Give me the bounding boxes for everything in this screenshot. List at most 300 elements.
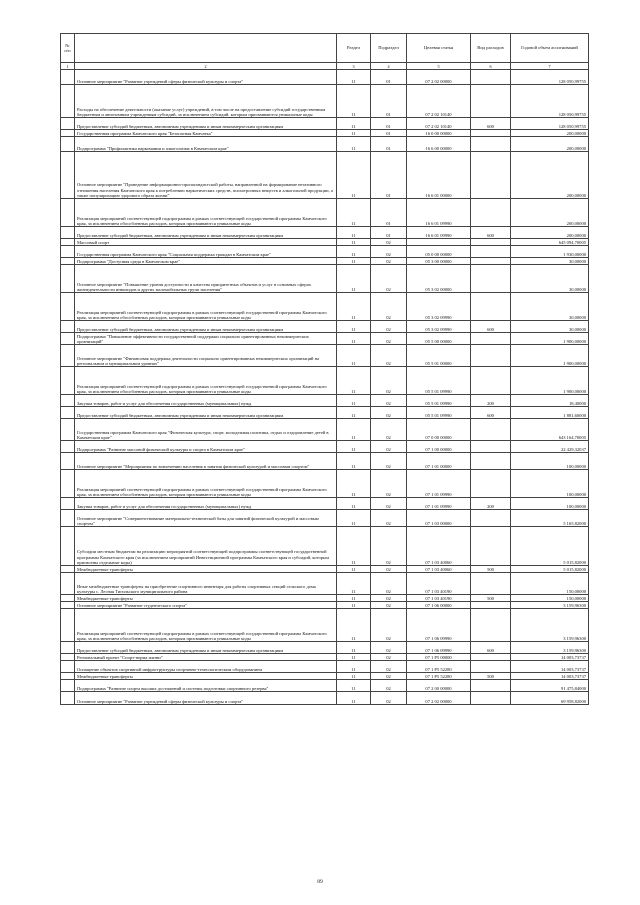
row-number-cell [61,441,75,453]
row-name-cell: Основное мероприятие "Совершенствование материально-технической базы для занятий физической культурой и массовым спортом" [75,510,337,527]
header-number: № п/п [61,34,75,63]
row-section-cell: 11 [337,595,371,602]
row-amount-cell: 14 003,73737 [511,673,589,680]
row-expense-type-cell [471,654,511,661]
row-target-article-cell: 16 6 01 09990 [407,227,471,239]
row-section-cell: 11 [337,566,371,573]
row-subsection-cell: 02 [371,609,407,642]
table-row [61,673,589,680]
row-name-cell: Реализация мероприятий соответствующей подпрограммы в рамках соответствующей государственной программы Камчатского края, за исключением обособленных расходов, которым присваиваются уникальные коды [75,609,337,642]
row-name-cell: Расходы на обеспечение деятельности (оказание услуг) учреждений, в том числе на предоставление субсидий государственным бюджетным и автономным учреждениям субсидий, за исключением субсидий, которым присваиваются уникальные коды [75,85,337,118]
table-row [61,527,589,566]
table-row [61,137,589,152]
row-subsection-cell: 02 [371,566,407,573]
row-number-cell [61,345,75,367]
row-expense-type-cell [471,258,511,265]
row-amount-cell: 1 881,60000 [511,407,589,419]
row-number-cell [61,602,75,609]
row-expense-type-cell: 200 [471,498,511,510]
row-target-article-cell: 07 1 P5 52280 [407,673,471,680]
row-number-cell [61,118,75,130]
table-row [61,395,589,407]
row-expense-type-cell [471,199,511,227]
row-section-cell: 11 [337,367,371,395]
row-section-cell: 11 [337,130,371,137]
row-expense-type-cell [471,510,511,527]
row-target-article-cell: 07 1 P5 52280 [407,661,471,673]
table-row [61,152,589,199]
row-amount-cell: 128 050,99755 [511,118,589,130]
row-subsection-cell: 02 [371,246,407,258]
row-expense-type-cell: 500 [471,566,511,573]
row-target-article-cell: 07 1 03 00000 [407,510,471,527]
row-subsection-cell: 02 [371,407,407,419]
row-expense-type-cell: 200 [471,395,511,407]
column-number-row [61,63,589,70]
row-target-article-cell: 05 3 02 09990 [407,321,471,333]
row-name-cell: Субсидии местным бюджетам на реализацию мероприятий соответствующей подпрограммы соответствующей государственной программы Камчатского края (за исключением мероприятий Инвестиционной программы Камчатского края и субсидий, которым присвоены отдельные коды) [75,527,337,566]
row-subsection-cell: 02 [371,498,407,510]
row-expense-type-cell: 600 [471,321,511,333]
table-row [61,118,589,130]
row-number-cell [61,239,75,246]
row-name-cell: Межбюджетные трансферты [75,595,337,602]
row-section-cell: 11 [337,673,371,680]
table-row [61,293,589,321]
row-amount-cell: 30,00000 [511,321,589,333]
table-row [61,367,589,395]
row-number-cell [61,246,75,258]
row-name-cell: Иные межбюджетные трансферты на приобретение спортивного инвентаря для работы спортивных секций сельского дома культуры с. Лесная Тигильского муниципального района [75,573,337,595]
row-number-cell [61,333,75,345]
table-row [61,265,589,293]
row-number-cell [61,321,75,333]
row-subsection-cell: 01 [371,227,407,239]
row-target-article-cell: 05 3 02 00000 [407,265,471,293]
table-row [61,510,589,527]
row-expense-type-cell [471,680,511,692]
row-name-cell: Предоставление субсидий бюджетным, автономным учреждениям и иным некоммерческим организациям [75,321,337,333]
row-target-article-cell: 05 5 01 00000 [407,345,471,367]
row-name-cell: Межбюджетные трансферты [75,673,337,680]
row-section-cell: 11 [337,510,371,527]
row-subsection-cell: 01 [371,199,407,227]
row-target-article-cell: 07 1 01 00000 [407,453,471,470]
row-section-cell: 11 [337,246,371,258]
row-subsection-cell: 01 [371,130,407,137]
row-target-article-cell: 07 2 02 00000 [407,70,471,85]
row-amount-cell: 30,00000 [511,293,589,321]
table-row [61,609,589,642]
row-amount-cell: 645 094,70005 [511,239,589,246]
row-section-cell: 11 [337,333,371,345]
row-target-article-cell: 05 5 00 00000 [407,333,471,345]
row-amount-cell: 100,00000 [511,498,589,510]
row-name-cell: Подпрограмма "Развитие спорта высших достижений и системы подготовки спортивного резерва" [75,680,337,692]
row-amount-cell: 14 003,73737 [511,654,589,661]
table-body [61,70,589,705]
row-subsection-cell: 02 [371,527,407,566]
row-target-article-cell: 05 3 00 00000 [407,258,471,265]
row-subsection-cell: 02 [371,367,407,395]
row-target-article-cell: 07 0 00 00000 [407,419,471,441]
row-expense-type-cell [471,130,511,137]
row-target-article-cell: 05 3 02 09990 [407,293,471,321]
row-section-cell: 11 [337,573,371,595]
row-subsection-cell: 02 [371,573,407,595]
table-row [61,85,589,118]
row-target-article-cell: 07 2 00 00000 [407,680,471,692]
column-number: 3 [337,63,371,70]
row-subsection-cell: 02 [371,661,407,673]
row-number-cell [61,395,75,407]
row-subsection-cell: 01 [371,85,407,118]
row-subsection-cell: 02 [371,419,407,441]
row-expense-type-cell [471,239,511,246]
header-section: Раздел [337,34,371,63]
row-subsection-cell: 02 [371,258,407,265]
column-number: 6 [471,63,511,70]
row-name-cell: Реализация мероприятий соответствующей подпрограммы в рамках соответствующей государственной программы Камчатского края, за исключением обособленных расходов, которым присваиваются уникальные коды [75,199,337,227]
row-amount-cell: 3 159,96300 [511,602,589,609]
row-name-cell: Закупка товаров, работ и услуг для обеспечения государственных (муниципальных) нужд [75,395,337,407]
row-number-cell [61,227,75,239]
row-amount-cell: 200,00000 [511,130,589,137]
row-name-cell: Оснащение объектов спортивной инфраструктуры спортивно-технологическим оборудованием [75,661,337,673]
row-number-cell [61,692,75,705]
row-amount-cell: 200,00000 [511,199,589,227]
row-subsection-cell: 01 [371,137,407,152]
row-subsection-cell: 01 [371,152,407,199]
header-target-article: Целевая статья [407,34,471,63]
column-number: 1 [61,63,75,70]
table-row [61,239,589,246]
table-row [61,333,589,345]
row-number-cell [61,407,75,419]
table-row [61,345,589,367]
row-expense-type-cell [471,441,511,453]
row-amount-cell: 150,00000 [511,595,589,602]
row-amount-cell: 100,00000 [511,470,589,498]
table-row [61,470,589,498]
row-number-cell [61,498,75,510]
row-name-cell: Основное мероприятие "Развитие учреждений сферы физической культуры и спорта" [75,692,337,705]
row-amount-cell: 22 429,32037 [511,441,589,453]
row-target-article-cell: 16 0 00 00000 [407,130,471,137]
row-section-cell: 11 [337,293,371,321]
row-target-article-cell: 07 1 01 09990 [407,470,471,498]
row-number-cell [61,130,75,137]
row-name-cell: Предоставление субсидий бюджетным, автономным учреждениям и иным некоммерческим организациям [75,227,337,239]
row-expense-type-cell [471,453,511,470]
row-amount-cell: 1 900,00000 [511,345,589,367]
row-target-article-cell: 07 1 03 40060 [407,566,471,573]
table-row [61,258,589,265]
row-name-cell: Предоставление субсидий бюджетным, автономным учреждениям и иным некоммерческим организациям [75,407,337,419]
row-number-cell [61,265,75,293]
row-target-article-cell [407,239,471,246]
header-annual-amount: Годовой объем ассигнований [511,34,589,63]
row-section-cell: 11 [337,602,371,609]
row-amount-cell: 1 930,00000 [511,246,589,258]
row-expense-type-cell: 500 [471,595,511,602]
row-subsection-cell: 02 [371,654,407,661]
row-subsection-cell: 02 [371,453,407,470]
table-row [61,661,589,673]
row-subsection-cell: 02 [371,321,407,333]
table-row [61,419,589,441]
row-name-cell: Предоставление субсидий бюджетным, автономным учреждениям и иным некоммерческим организациям [75,118,337,130]
row-number-cell [61,680,75,692]
row-name-cell: Подпрограмма "Развитие массовой физической культуры и спорта в Камчатском крае" [75,441,337,453]
row-section-cell: 11 [337,70,371,85]
row-number-cell [61,199,75,227]
row-expense-type-cell [471,137,511,152]
row-subsection-cell: 02 [371,239,407,246]
row-amount-cell: 200,00000 [511,137,589,152]
row-amount-cell: 3 159,96300 [511,642,589,654]
row-expense-type-cell: 600 [471,642,511,654]
row-amount-cell: 14 003,73737 [511,661,589,673]
row-number-cell [61,152,75,199]
row-name-cell: Межбюджетные трансферты [75,566,337,573]
table-row [61,130,589,137]
row-subsection-cell: 02 [371,692,407,705]
row-expense-type-cell [471,152,511,199]
row-section-cell: 11 [337,661,371,673]
row-name-cell: Реализация мероприятий соответствующей подпрограммы в рамках соответствующей государственной программы Камчатского края, за исключением обособленных расходов, которым присваиваются уникальные коды [75,293,337,321]
row-amount-cell: 128 050,99755 [511,70,589,85]
row-subsection-cell: 02 [371,345,407,367]
row-number-cell [61,661,75,673]
row-subsection-cell: 02 [371,441,407,453]
row-subsection-cell: 02 [371,595,407,602]
row-target-article-cell: 07 1 01 09990 [407,498,471,510]
row-section-cell: 11 [337,680,371,692]
row-name-cell: Массовый спорт [75,239,337,246]
row-subsection-cell: 02 [371,673,407,680]
row-name-cell: Основное мероприятие "Развитие студенческого спорта" [75,602,337,609]
row-name-cell: Подпрограмма "Доступная среда в Камчатском крае" [75,258,337,265]
row-section-cell: 11 [337,239,371,246]
row-subsection-cell: 02 [371,265,407,293]
row-target-article-cell: 07 2 02 10140 [407,118,471,130]
row-expense-type-cell [471,419,511,441]
row-section-cell: 11 [337,85,371,118]
table-header-row [61,34,589,63]
row-amount-cell: 30,00000 [511,258,589,265]
row-name-cell: Региональный проект "Спорт-норма жизни" [75,654,337,661]
row-section-cell: 11 [337,609,371,642]
row-section-cell: 11 [337,498,371,510]
row-number-cell [61,419,75,441]
table-row [61,642,589,654]
row-target-article-cell: 07 1 06 09990 [407,642,471,654]
row-subsection-cell: 01 [371,118,407,130]
row-section-cell: 11 [337,470,371,498]
row-section-cell: 11 [337,654,371,661]
row-number-cell [61,573,75,595]
row-name-cell: Закупка товаров, работ и услуг для обеспечения государственных (муниципальных) нужд [75,498,337,510]
row-subsection-cell: 02 [371,680,407,692]
table-row [61,692,589,705]
row-name-cell: Подпрограмма "Повышение эффективности государственной поддержки социально ориентированных некоммерческих организаций" [75,333,337,345]
row-amount-cell: 1 900,00000 [511,333,589,345]
table-row [61,407,589,419]
row-section-cell: 11 [337,642,371,654]
row-number-cell [61,293,75,321]
table-row [61,246,589,258]
row-number-cell [61,609,75,642]
row-name-cell: Подпрограмма "Профилактика наркомании и алкоголизма в Камчатском крае" [75,137,337,152]
row-amount-cell: 30,00000 [511,265,589,293]
row-amount-cell: 128 050,99755 [511,85,589,118]
row-amount-cell: 5 165,82000 [511,510,589,527]
row-target-article-cell: 07 1 P5 00000 [407,654,471,661]
page-number: 89 [317,879,323,885]
budget-table-page [60,33,588,705]
row-amount-cell: 18,40000 [511,395,589,407]
table-row [61,595,589,602]
row-section-cell: 11 [337,419,371,441]
row-name-cell: Реализация мероприятий соответствующей подпрограммы в рамках соответствующей государственной программы Камчатского края, за исключением обособленных расходов, которым присваиваются уникальные коды [75,367,337,395]
row-number-cell [61,137,75,152]
row-amount-cell: 5 015,82000 [511,566,589,573]
row-expense-type-cell [471,345,511,367]
row-expense-type-cell [471,293,511,321]
row-number-cell [61,642,75,654]
table-row [61,70,589,85]
row-number-cell [61,673,75,680]
row-subsection-cell: 02 [371,395,407,407]
row-name-cell: Основное мероприятие "Повышение уровня доступности и качества приоритетных объектов и услуг в основных сферах жизнедеятельности инвалидов и других маломобильных групп населения" [75,265,337,293]
row-name-cell: Основное мероприятие "Финансовая поддержка деятельности социально ориентированных некоммерческих организаций на региональном и муниципальном уровнях" [75,345,337,367]
row-number-cell [61,367,75,395]
row-expense-type-cell [471,661,511,673]
column-number: 7 [511,63,589,70]
table-row [61,602,589,609]
row-name-cell: Государственная программа Камчатского края "Физическая культура, спорт, молодежная политика, отдых и оздоровление детей в Камчатском крае" [75,419,337,441]
row-target-article-cell: 07 1 03 40060 [407,527,471,566]
row-amount-cell: 150,00000 [511,573,589,595]
row-number-cell [61,527,75,566]
row-target-article-cell: 07 2 02 10140 [407,85,471,118]
row-subsection-cell: 02 [371,602,407,609]
row-target-article-cell: 07 2 02 00000 [407,692,471,705]
table-row [61,573,589,595]
row-expense-type-cell [471,265,511,293]
row-name-cell: Реализация мероприятий соответствующей подпрограммы в рамках соответствующей государственной программы Камчатского края, за исключением обособленных расходов, которым присваиваются уникальные коды [75,470,337,498]
row-name-cell: Государственная программа Камчатского края "Социальная поддержка граждан в Камчатском крае" [75,246,337,258]
table-row [61,680,589,692]
row-subsection-cell: 02 [371,293,407,321]
row-amount-cell: 200,00000 [511,152,589,199]
row-section-cell: 11 [337,321,371,333]
column-number: 5 [407,63,471,70]
row-subsection-cell: 02 [371,470,407,498]
row-expense-type-cell [471,692,511,705]
row-amount-cell: 91 475,84000 [511,680,589,692]
row-expense-type-cell [471,85,511,118]
column-number: 4 [371,63,407,70]
row-number-cell [61,654,75,661]
row-number-cell [61,470,75,498]
row-section-cell: 11 [337,199,371,227]
row-expense-type-cell [471,70,511,85]
row-section-cell: 11 [337,527,371,566]
row-name-cell: Предоставление субсидий бюджетным, автономным учреждениям и иным некоммерческим организациям [75,642,337,654]
row-target-article-cell: 05 5 01 09990 [407,395,471,407]
row-name-cell: Основное мероприятие "Проведение информационно-пропагандистской работы, направленной на формирование негативного отношения населения Камчатского края к потреблению наркотических средств, психотропных веществ и алкогольной продукции, а также популяризацию здорового образа жизни" [75,152,337,199]
row-number-cell [61,85,75,118]
row-section-cell: 11 [337,258,371,265]
row-name-cell: Основное мероприятие "Развитие учреждений сферы физической культуры и спорта" [75,70,337,85]
row-expense-type-cell [471,246,511,258]
table-row [61,566,589,573]
row-target-article-cell: 05 5 01 09990 [407,407,471,419]
header-name [75,34,337,63]
row-section-cell: 11 [337,441,371,453]
row-expense-type-cell: 600 [471,227,511,239]
row-section-cell: 11 [337,407,371,419]
row-section-cell: 11 [337,137,371,152]
row-target-article-cell: 07 1 03 40190 [407,595,471,602]
row-target-article-cell: 16 6 01 00000 [407,152,471,199]
row-subsection-cell: 01 [371,70,407,85]
table-row [61,199,589,227]
row-section-cell: 11 [337,692,371,705]
header-subsection: Подраздел [371,34,407,63]
row-number-cell [61,258,75,265]
row-target-article-cell: 05 0 00 00000 [407,246,471,258]
row-amount-cell: 643 164,70005 [511,419,589,441]
table-row [61,654,589,661]
row-expense-type-cell [471,470,511,498]
row-expense-type-cell: 600 [471,118,511,130]
row-subsection-cell: 02 [371,510,407,527]
row-number-cell [61,595,75,602]
row-amount-cell: 100,00000 [511,453,589,470]
table-row [61,441,589,453]
row-number-cell [61,453,75,470]
row-target-article-cell: 05 5 01 09990 [407,367,471,395]
row-number-cell [61,566,75,573]
row-section-cell: 11 [337,453,371,470]
row-section-cell: 11 [337,118,371,130]
row-section-cell: 11 [337,227,371,239]
row-target-article-cell: 16 6 01 09990 [407,199,471,227]
table-row [61,227,589,239]
row-subsection-cell: 02 [371,642,407,654]
row-amount-cell: 69 958,82000 [511,692,589,705]
row-target-article-cell: 16 6 00 00000 [407,137,471,152]
row-amount-cell: 200,00000 [511,227,589,239]
row-target-article-cell: 07 1 03 40190 [407,573,471,595]
table-row [61,321,589,333]
column-number: 2 [75,63,337,70]
row-expense-type-cell: 600 [471,407,511,419]
row-expense-type-cell [471,609,511,642]
row-expense-type-cell [471,602,511,609]
row-section-cell: 11 [337,345,371,367]
row-number-cell [61,70,75,85]
row-name-cell: Основное мероприятие "Мероприятия по вовлечению населения в занятия физической культурой и массовым спортом" [75,453,337,470]
row-target-article-cell: 07 1 06 00000 [407,602,471,609]
row-expense-type-cell [471,527,511,566]
row-section-cell: 11 [337,152,371,199]
row-amount-cell: 1 900,00000 [511,367,589,395]
header-expense-type: Вид расходов [471,34,511,63]
